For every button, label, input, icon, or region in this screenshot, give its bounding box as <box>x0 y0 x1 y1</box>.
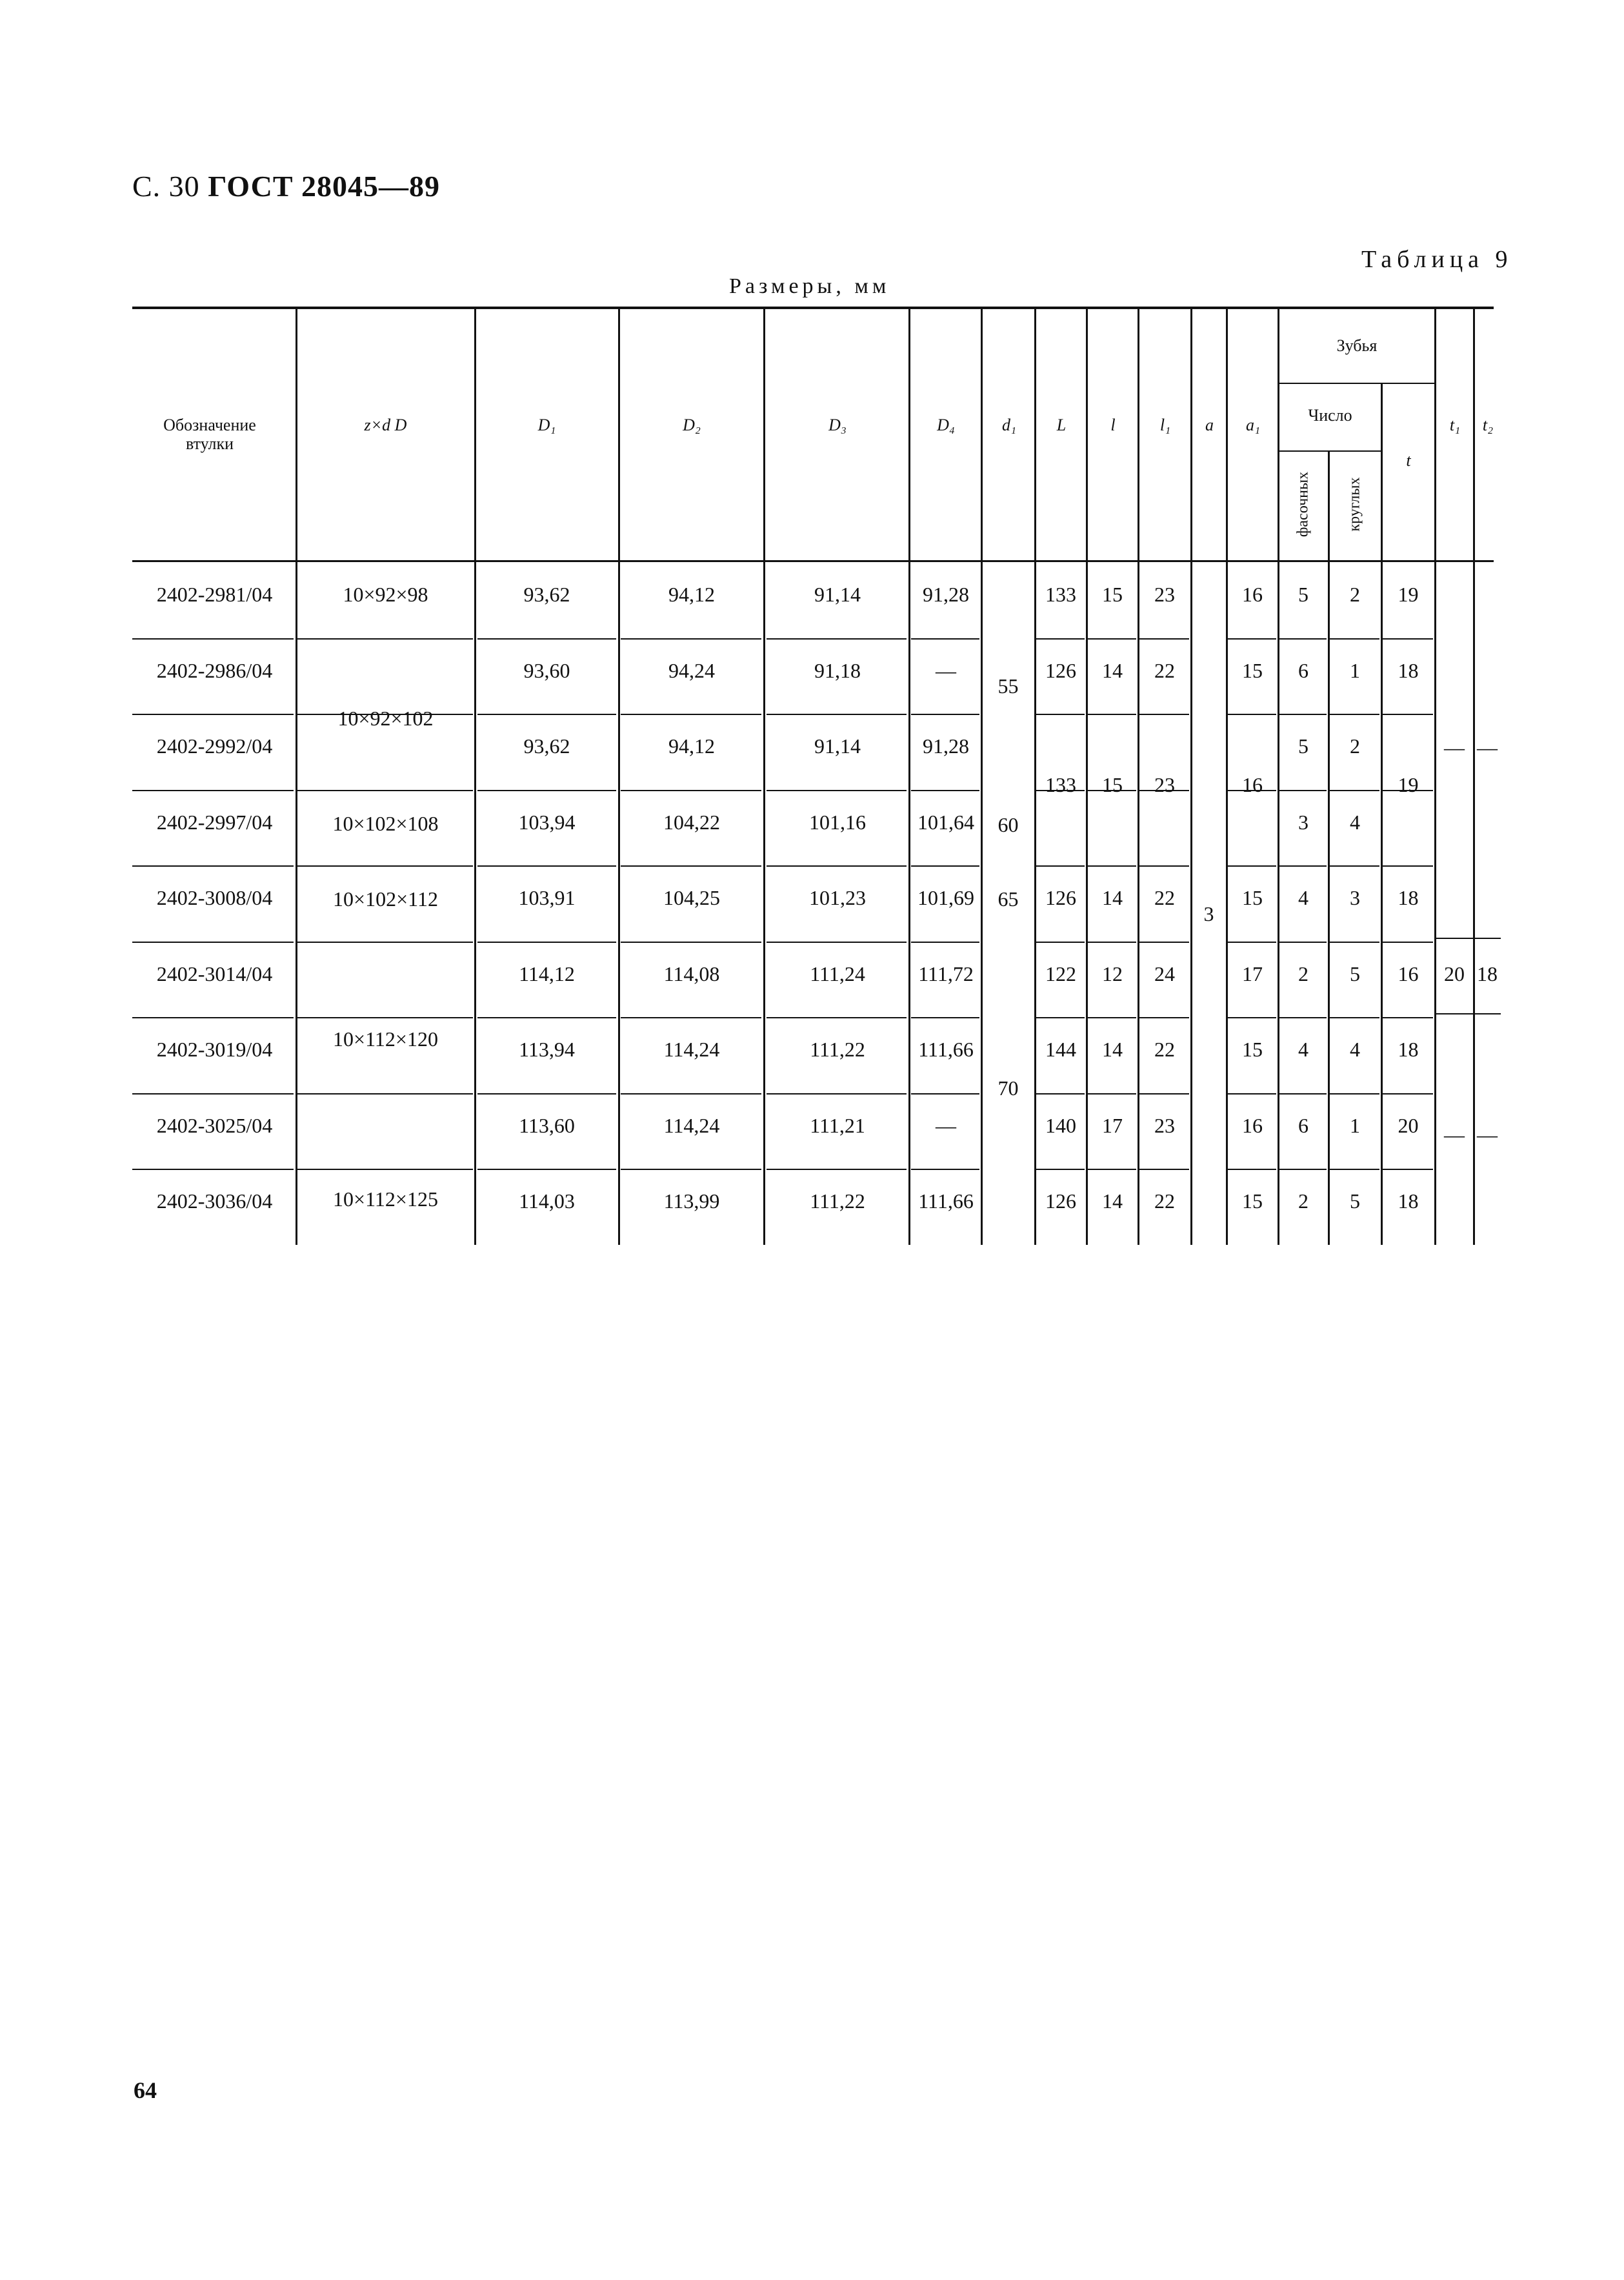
units-caption: Размеры, мм <box>729 274 890 298</box>
cell-D2: 94,12 <box>668 734 715 758</box>
row-divider <box>621 1093 761 1095</box>
cell-t: 18 <box>1398 1189 1419 1213</box>
cell-D2: 114,08 <box>663 962 720 985</box>
row-divider <box>1383 1093 1433 1095</box>
cell-shaped: 5 <box>1298 583 1308 606</box>
row-divider <box>1383 638 1433 640</box>
cell-l: 14 <box>1102 658 1123 682</box>
cell-round: 3 <box>1350 886 1360 909</box>
cell-D4: 91,28 <box>923 583 969 606</box>
row-divider <box>1279 1093 1327 1095</box>
cell-D2: 94,12 <box>668 583 715 606</box>
cell-D4: 91,28 <box>923 734 969 758</box>
row-divider <box>1228 638 1276 640</box>
cell-D4: 111,66 <box>918 1189 974 1213</box>
row-divider <box>1228 714 1276 715</box>
cell-D1: 113,94 <box>519 1038 575 1061</box>
cell-round: 5 <box>1350 962 1360 985</box>
l-cell: 15 <box>1102 773 1123 796</box>
row-divider <box>1279 1169 1327 1170</box>
d1-cell: 60 <box>997 813 1019 836</box>
row-divider <box>911 942 979 943</box>
header-D4: D₄ <box>937 416 955 434</box>
header-a1: a₁ <box>1245 416 1261 434</box>
cell-L: 133 <box>1045 583 1076 606</box>
row-divider <box>132 1169 294 1170</box>
row-divider <box>767 790 907 791</box>
row-divider <box>1330 790 1379 791</box>
cell-l1: 22 <box>1154 1038 1175 1061</box>
cell-D2: 113,99 <box>663 1189 720 1213</box>
row-divider <box>1139 638 1189 640</box>
cell-shaped: 2 <box>1298 1189 1308 1213</box>
cell-shaped: 6 <box>1298 658 1308 682</box>
cell-t: 16 <box>1398 962 1419 985</box>
col-divider <box>1381 384 1383 560</box>
cell-t2: 18 <box>1477 962 1498 985</box>
row-divider <box>297 790 473 791</box>
row-divider <box>911 1017 979 1018</box>
cell-D2: 114,24 <box>663 1038 720 1061</box>
col-divider <box>474 308 476 560</box>
row-divider <box>1436 938 1501 939</box>
cell-t: 18 <box>1398 658 1419 682</box>
cell-designation: 2402-3008/04 <box>156 886 273 909</box>
row-divider <box>297 1093 473 1095</box>
row-divider <box>1228 942 1276 943</box>
cell-D4: 111,66 <box>918 1038 974 1061</box>
cell-designation: 2402-2992/04 <box>156 734 273 758</box>
row-divider <box>1279 714 1327 715</box>
cell-designation: 2402-2997/04 <box>156 810 273 834</box>
cell-shaped: 4 <box>1298 886 1308 909</box>
header-D3: D₃ <box>828 416 847 434</box>
page-number-label: С. 30 <box>132 170 200 203</box>
row-divider <box>911 714 979 715</box>
cell-D4: — <box>936 658 956 682</box>
header-t1: t₁ <box>1449 416 1461 434</box>
cell-l1: 22 <box>1154 886 1175 909</box>
col-divider <box>763 308 765 560</box>
row-divider <box>1088 865 1136 867</box>
cell-l1: 23 <box>1154 583 1175 606</box>
cell-D4: 101,64 <box>917 810 974 834</box>
t1-cell: — <box>1444 1123 1465 1146</box>
cell-designation: 2402-2981/04 <box>156 583 273 606</box>
t2-cell: — <box>1477 1123 1498 1146</box>
standard-title: ГОСТ 28045—89 <box>208 170 441 203</box>
cell-L: 126 <box>1045 1189 1076 1213</box>
cell-l: 14 <box>1102 1038 1123 1061</box>
cell-L: 126 <box>1045 658 1076 682</box>
row-divider <box>1383 1017 1433 1018</box>
cell-l: 14 <box>1102 886 1123 909</box>
cell-l1: 22 <box>1154 1189 1175 1213</box>
row-divider <box>132 790 294 791</box>
cell-round: 4 <box>1350 1038 1360 1061</box>
d1-cell: 65 <box>997 887 1019 911</box>
row-divider <box>767 1093 907 1095</box>
cell-D3: 91,14 <box>814 734 861 758</box>
cell-D2: 94,24 <box>668 658 715 682</box>
col-divider <box>1328 452 1330 560</box>
cell-L: 140 <box>1045 1113 1076 1137</box>
row-divider <box>1036 638 1085 640</box>
cell-l: 12 <box>1102 962 1123 985</box>
cell-D3: 91,14 <box>814 583 861 606</box>
zxd-cell: 10×112×120 <box>333 1027 438 1051</box>
cell-round: 2 <box>1350 734 1360 758</box>
cell-D4: — <box>936 1113 956 1137</box>
cell-D2: 104,22 <box>663 810 720 834</box>
cell-l: 14 <box>1102 1189 1123 1213</box>
row-divider <box>1139 1093 1189 1095</box>
header-teeth: Зубья <box>1336 336 1378 355</box>
cell-D1: 114,12 <box>519 962 575 985</box>
cell-L: 122 <box>1045 962 1076 985</box>
row-divider <box>132 638 294 640</box>
row-divider <box>477 790 616 791</box>
row-divider <box>767 942 907 943</box>
cell-D1: 93,60 <box>523 658 570 682</box>
cell-D1: 114,03 <box>519 1189 575 1213</box>
header-D2: D₂ <box>683 416 701 434</box>
header-t: t <box>1406 451 1411 470</box>
header-shaped: фасочных <box>1294 471 1312 538</box>
row-divider <box>477 942 616 943</box>
col-divider <box>981 308 983 560</box>
row-divider <box>911 865 979 867</box>
row-divider <box>621 865 761 867</box>
cell-D3: 111,22 <box>810 1038 865 1061</box>
header-round: круглых <box>1346 477 1363 532</box>
row-divider <box>1279 865 1327 867</box>
row-divider <box>1228 1017 1276 1018</box>
cell-designation: 2402-3014/04 <box>156 962 273 985</box>
cell-D2: 104,25 <box>663 886 720 909</box>
row-divider <box>1279 790 1327 791</box>
cell-t: 18 <box>1398 1038 1419 1061</box>
cell-round: 4 <box>1350 810 1360 834</box>
cell-D1: 103,94 <box>518 810 576 834</box>
a1-cell: 16 <box>1242 773 1263 796</box>
header-a: a <box>1205 416 1214 434</box>
row-divider <box>1088 1017 1136 1018</box>
cell-shaped: 4 <box>1298 1038 1308 1061</box>
row-divider <box>132 1017 294 1018</box>
cell-round: 5 <box>1350 1189 1360 1213</box>
t-cell: 19 <box>1398 773 1419 796</box>
col-divider <box>618 308 620 560</box>
row-divider <box>1036 942 1085 943</box>
zxd-cell: 10×92×102 <box>337 707 434 730</box>
row-divider <box>132 1093 294 1095</box>
zxd-cell: 10×112×125 <box>333 1187 438 1211</box>
row-divider <box>132 942 294 943</box>
cell-shaped: 5 <box>1298 734 1308 758</box>
cell-a1: 15 <box>1242 658 1263 682</box>
cell-a1: 16 <box>1242 583 1263 606</box>
cell-round: 2 <box>1350 583 1360 606</box>
cell-designation: 2402-3019/04 <box>156 1038 273 1061</box>
row-divider <box>477 638 616 640</box>
row-divider <box>767 865 907 867</box>
row-divider <box>477 1093 616 1095</box>
cell-t1: 20 <box>1444 962 1465 985</box>
l1-cell: 23 <box>1154 773 1175 796</box>
row-divider <box>1036 714 1085 715</box>
d1-cell: 55 <box>997 674 1019 698</box>
cell-a1: 16 <box>1242 1113 1263 1137</box>
row-divider <box>1279 942 1327 943</box>
row-divider <box>767 1169 907 1170</box>
cell-D3: 111,21 <box>810 1113 865 1137</box>
row-divider <box>1330 1017 1379 1018</box>
row-divider <box>1330 638 1379 640</box>
cell-a1: 17 <box>1242 962 1263 985</box>
cell-l1: 22 <box>1154 658 1175 682</box>
row-divider <box>1088 638 1136 640</box>
row-divider <box>621 714 761 715</box>
t2-cell: — <box>1477 736 1498 759</box>
cell-shaped: 6 <box>1298 1113 1308 1137</box>
page-number: 64 <box>134 2077 157 2103</box>
row-divider <box>911 1093 979 1095</box>
cell-L: 126 <box>1045 886 1076 909</box>
zxd-cell: 10×92×98 <box>343 583 428 606</box>
cell-a1: 15 <box>1242 1189 1263 1213</box>
row-divider <box>1383 865 1433 867</box>
row-divider <box>1036 1093 1085 1095</box>
row-divider <box>1036 865 1085 867</box>
row-divider <box>1139 1169 1189 1170</box>
row-divider <box>1088 714 1136 715</box>
cell-D3: 101,23 <box>809 886 866 909</box>
cell-designation: 2402-3025/04 <box>156 1113 273 1137</box>
cell-designation: 2402-2986/04 <box>156 658 273 682</box>
page-header <box>132 169 440 203</box>
col-divider <box>474 562 476 1245</box>
cell-shaped: 2 <box>1298 962 1308 985</box>
row-divider <box>1330 865 1379 867</box>
row-divider <box>621 638 761 640</box>
cell-D3: 111,24 <box>810 962 865 985</box>
row-divider <box>1279 638 1327 640</box>
row-divider <box>1088 1093 1136 1095</box>
cell-D1: 113,60 <box>519 1113 575 1137</box>
cell-D4: 111,72 <box>918 962 974 985</box>
row-divider <box>297 942 473 943</box>
row-divider <box>1139 1017 1189 1018</box>
row-divider <box>477 714 616 715</box>
header-l: l <box>1110 416 1116 434</box>
row-divider <box>1036 1017 1085 1018</box>
row-divider <box>1228 1093 1276 1095</box>
row-divider <box>1279 1017 1327 1018</box>
col-divider <box>763 562 765 1245</box>
cell-a1: 15 <box>1242 1038 1263 1061</box>
header-L: L <box>1056 416 1067 434</box>
col-divider <box>618 562 620 1245</box>
row-divider <box>1088 1169 1136 1170</box>
row-divider <box>911 790 979 791</box>
header-number: Число <box>1308 406 1352 425</box>
cell-l: 17 <box>1102 1113 1123 1137</box>
row-divider <box>297 1017 473 1018</box>
zxd-cell: 10×102×108 <box>332 812 439 835</box>
cell-a1: 15 <box>1242 886 1263 909</box>
header-D1: D₁ <box>537 416 556 434</box>
cell-round: 1 <box>1350 658 1360 682</box>
row-divider <box>1139 714 1189 715</box>
row-divider <box>1330 714 1379 715</box>
cell-D4: 101,69 <box>917 886 974 909</box>
row-divider <box>621 1169 761 1170</box>
col-divider <box>296 308 297 560</box>
row-divider <box>1036 1169 1085 1170</box>
zxd-cell: 10×102×112 <box>333 887 438 911</box>
row-divider <box>1383 1169 1433 1170</box>
row-divider <box>911 1169 979 1170</box>
cell-round: 1 <box>1350 1113 1360 1137</box>
cell-D1: 103,91 <box>518 886 576 909</box>
row-divider <box>297 638 473 640</box>
cell-D2: 114,24 <box>663 1113 720 1137</box>
row-divider <box>1228 1169 1276 1170</box>
row-divider <box>297 1169 473 1170</box>
row-divider <box>1088 942 1136 943</box>
cell-D3: 91,18 <box>814 658 861 682</box>
teeth-subheader-rule <box>1278 383 1434 384</box>
row-divider <box>1330 1093 1379 1095</box>
row-divider <box>477 1017 616 1018</box>
col-divider <box>908 308 910 560</box>
cell-designation: 2402-3036/04 <box>156 1189 273 1213</box>
header-d1: d₁ <box>1001 416 1017 434</box>
col-divider <box>908 562 910 1245</box>
row-divider <box>132 714 294 715</box>
row-divider <box>621 1017 761 1018</box>
row-divider <box>767 638 907 640</box>
row-divider <box>477 1169 616 1170</box>
table-label: Таблица 9 <box>1361 246 1513 273</box>
row-divider <box>621 942 761 943</box>
cell-D3: 101,16 <box>809 810 866 834</box>
header-designation: Обозначение втулки <box>163 416 256 453</box>
t1-cell: — <box>1444 736 1465 759</box>
row-divider <box>767 1017 907 1018</box>
cell-D1: 93,62 <box>523 583 570 606</box>
cell-D1: 93,62 <box>523 734 570 758</box>
header-l1: l₁ <box>1159 416 1171 434</box>
table-top-rule <box>132 307 1494 309</box>
cell-t: 18 <box>1398 886 1419 909</box>
row-divider <box>132 865 294 867</box>
d1-cell: 70 <box>997 1076 1019 1100</box>
cell-l1: 24 <box>1154 962 1175 985</box>
row-divider <box>911 638 979 640</box>
row-divider <box>1383 942 1433 943</box>
cell-l1: 23 <box>1154 1113 1175 1137</box>
cell-D3: 111,22 <box>810 1189 865 1213</box>
L-cell: 133 <box>1045 773 1076 796</box>
row-divider <box>477 865 616 867</box>
row-divider <box>1436 1013 1501 1014</box>
row-divider <box>1139 865 1189 867</box>
header-zxdxD: z×d D <box>364 416 407 434</box>
row-divider <box>297 865 473 867</box>
cell-L: 144 <box>1045 1038 1076 1061</box>
row-divider <box>767 714 907 715</box>
cell-t: 20 <box>1398 1113 1419 1137</box>
header-t2: t₂ <box>1482 416 1494 434</box>
cell-shaped: 3 <box>1298 810 1308 834</box>
a-cell: 3 <box>1203 902 1214 925</box>
row-divider <box>1330 942 1379 943</box>
header-bottom-rule <box>132 560 1494 562</box>
row-divider <box>1383 714 1433 715</box>
cell-l: 15 <box>1102 583 1123 606</box>
cell-t: 19 <box>1398 583 1419 606</box>
row-divider <box>1139 942 1189 943</box>
row-divider <box>1228 865 1276 867</box>
row-divider <box>1330 1169 1379 1170</box>
row-divider <box>621 790 761 791</box>
